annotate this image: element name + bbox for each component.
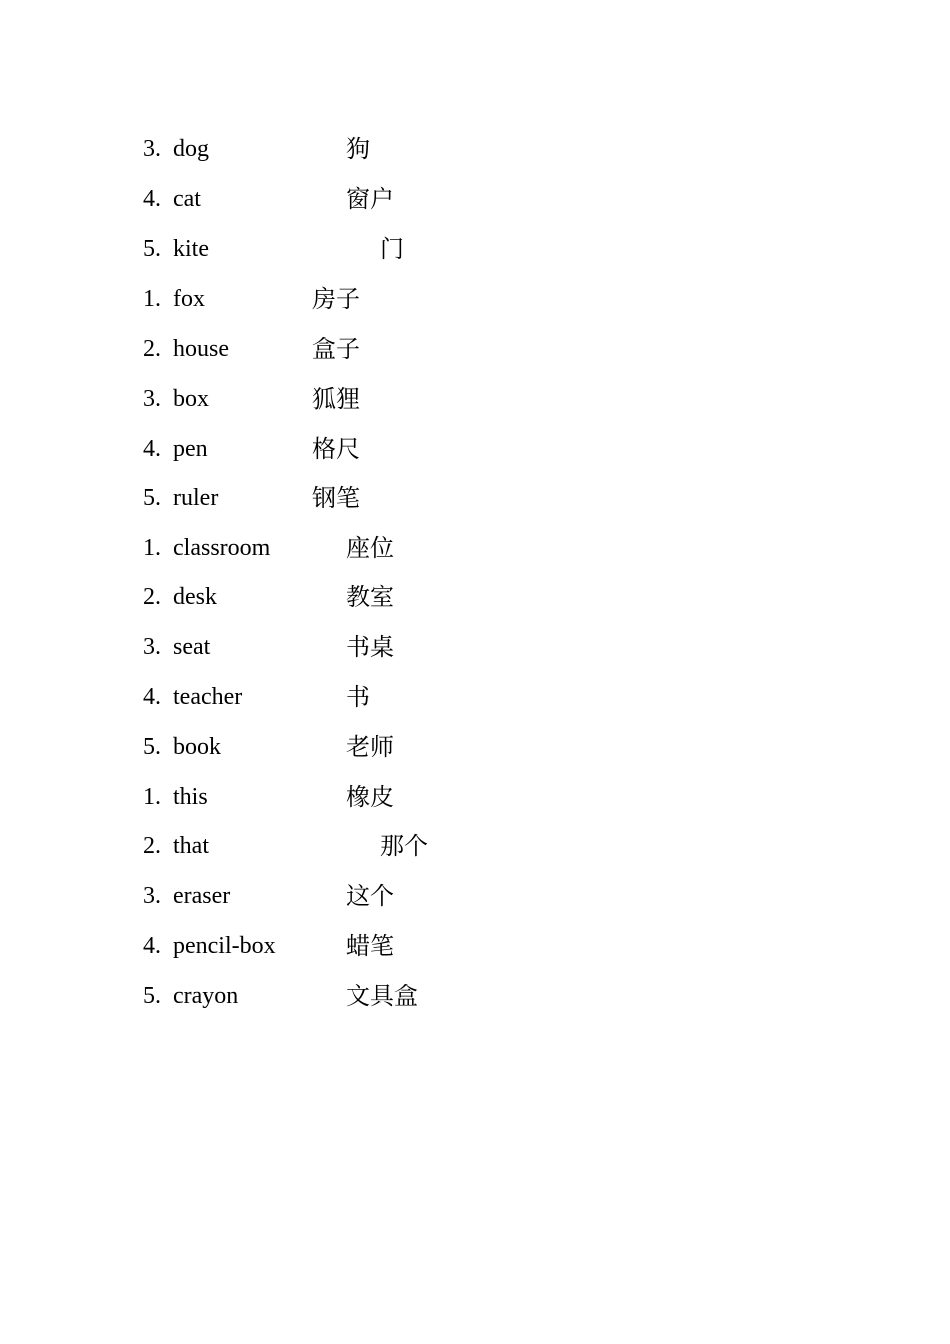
item-number: 2. xyxy=(143,336,161,362)
english-word: fox xyxy=(173,286,205,312)
list-item xyxy=(0,184,950,224)
english-word: dog xyxy=(173,136,209,162)
chinese-meaning: 教室 xyxy=(346,583,394,611)
chinese-meaning: 狗 xyxy=(346,135,370,163)
list-item xyxy=(0,134,950,174)
list-item xyxy=(0,981,950,1021)
list-item xyxy=(0,931,950,971)
list-item xyxy=(0,434,950,474)
chinese-meaning: 盒子 xyxy=(312,335,360,363)
item-number: 3. xyxy=(143,136,161,162)
english-word: eraser xyxy=(173,883,231,909)
item-number: 5. xyxy=(143,485,161,511)
english-word: box xyxy=(173,386,209,412)
list-item xyxy=(0,483,950,523)
list-item xyxy=(0,384,950,424)
english-word: pencil-box xyxy=(173,933,276,959)
item-number: 4. xyxy=(143,186,161,212)
list-item xyxy=(0,582,950,622)
chinese-meaning: 蜡笔 xyxy=(346,932,394,960)
item-number: 2. xyxy=(143,584,161,610)
list-item xyxy=(0,284,950,324)
chinese-meaning: 房子 xyxy=(312,285,360,313)
english-word: seat xyxy=(173,634,211,660)
english-word: teacher xyxy=(173,684,243,710)
list-item xyxy=(0,732,950,772)
item-number: 4. xyxy=(143,684,161,710)
item-number: 2. xyxy=(143,833,161,859)
item-number: 3. xyxy=(143,883,161,909)
chinese-meaning: 门 xyxy=(380,235,404,263)
list-item xyxy=(0,632,950,672)
item-number: 5. xyxy=(143,734,161,760)
list-item xyxy=(0,234,950,274)
item-number: 1. xyxy=(143,286,161,312)
english-word: crayon xyxy=(173,983,239,1009)
english-word: classroom xyxy=(173,535,271,561)
list-item xyxy=(0,782,950,822)
english-word: this xyxy=(173,784,208,810)
english-word: cat xyxy=(173,186,201,212)
english-word: that xyxy=(173,833,209,859)
chinese-meaning: 格尺 xyxy=(312,435,360,463)
english-word: book xyxy=(173,734,221,760)
list-item xyxy=(0,533,950,573)
chinese-meaning: 文具盒 xyxy=(346,982,418,1010)
list-item xyxy=(0,682,950,722)
chinese-meaning: 那个 xyxy=(380,832,428,860)
english-word: pen xyxy=(173,436,208,462)
chinese-meaning: 座位 xyxy=(346,534,394,562)
list-item xyxy=(0,334,950,374)
english-word: ruler xyxy=(173,485,219,511)
list-item xyxy=(0,831,950,871)
english-word: kite xyxy=(173,236,209,262)
chinese-meaning: 这个 xyxy=(346,882,394,910)
item-number: 5. xyxy=(143,236,161,262)
english-word: desk xyxy=(173,584,217,610)
item-number: 1. xyxy=(143,784,161,810)
item-number: 4. xyxy=(143,436,161,462)
chinese-meaning: 橡皮 xyxy=(346,783,394,811)
chinese-meaning: 狐狸 xyxy=(312,385,360,413)
list-item xyxy=(0,881,950,921)
item-number: 4. xyxy=(143,933,161,959)
chinese-meaning: 书桌 xyxy=(346,633,394,661)
item-number: 5. xyxy=(143,983,161,1009)
chinese-meaning: 窗户 xyxy=(346,185,394,213)
item-number: 3. xyxy=(143,386,161,412)
item-number: 1. xyxy=(143,535,161,561)
chinese-meaning: 书 xyxy=(346,683,370,711)
item-number: 3. xyxy=(143,634,161,660)
english-word: house xyxy=(173,336,229,362)
chinese-meaning: 钢笔 xyxy=(312,484,360,512)
chinese-meaning: 老师 xyxy=(346,733,394,761)
